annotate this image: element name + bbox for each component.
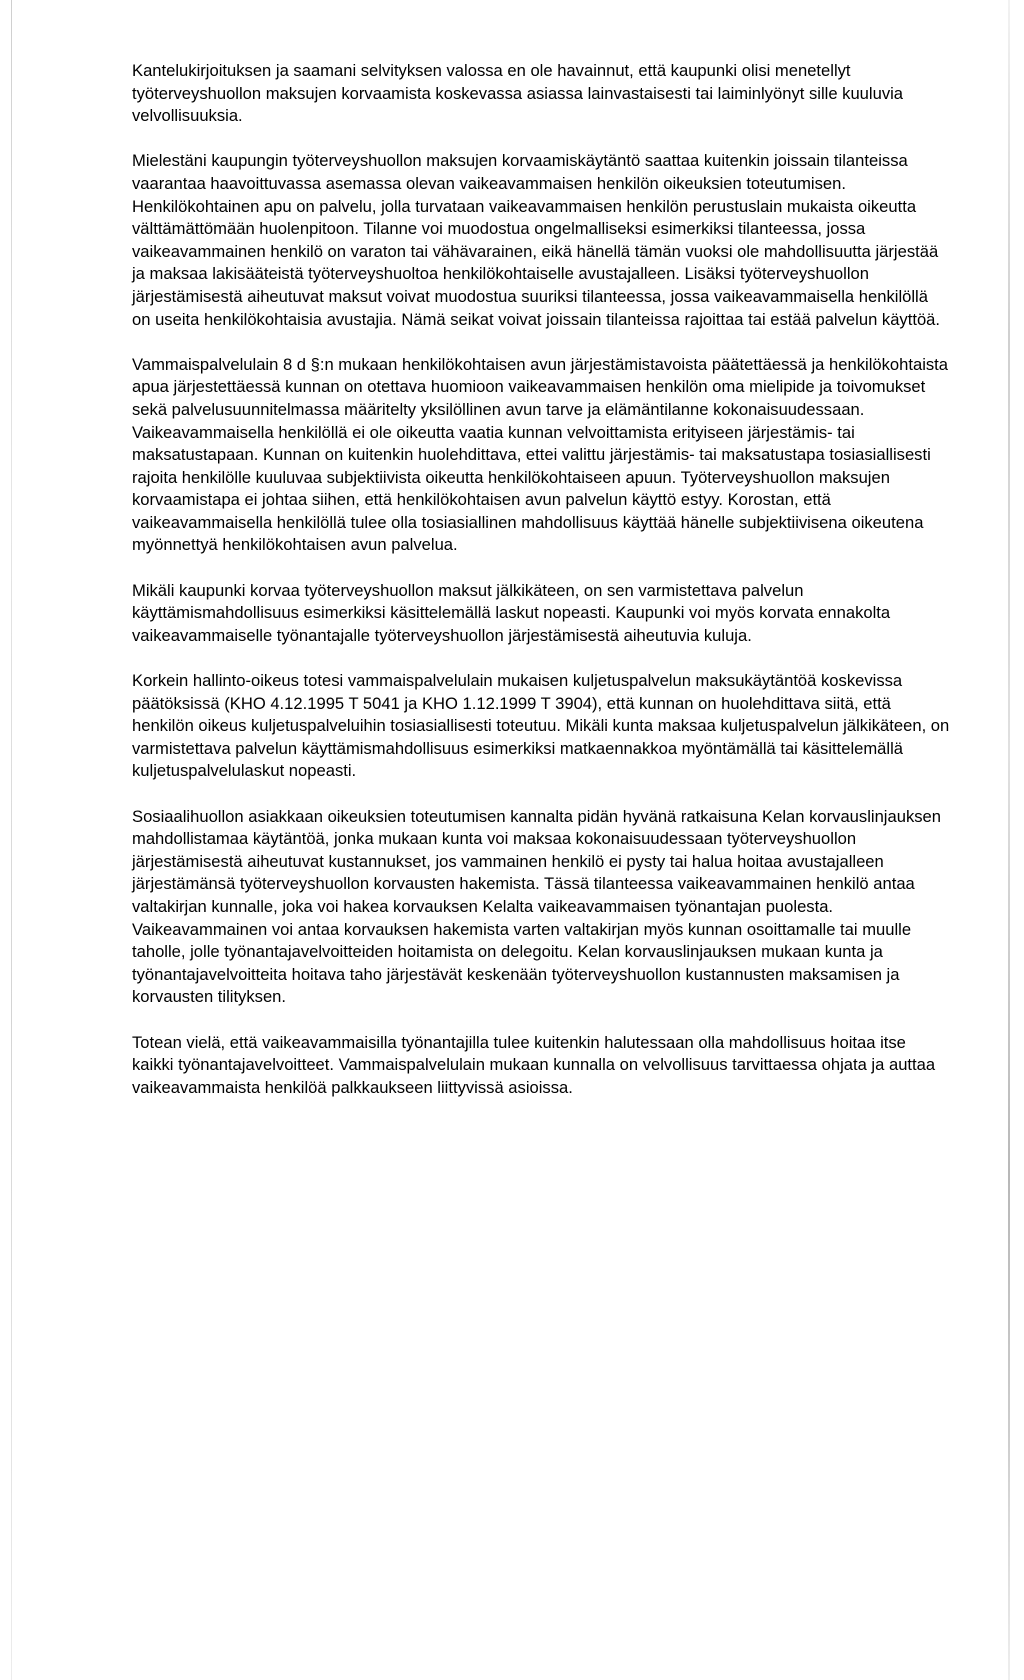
scan-right-edge — [1008, 0, 1010, 1680]
paragraph-complaint-conclusion: Kantelukirjoituksen ja saamani selvityksen valossa en ole havainnut, että kaupunki olisi menetellyt työterveyshuollon maksujen korvaamista koskevassa asiassa lainvastaisesti tai laiminlyönyt sille kuuluvia velvollisuuksia. — [132, 61, 904, 126]
paragraph-final-note: Totean vielä, että vaikeavammaisilla työnantajilla tulee kuitenkin halutessaan olla mahdollisuus hoitaa itse kaikki työnantajavelvoitteet. Vammaispalvelulain mukaan kunnalla on velvollisuus tarvittaessa ohjata ja auttaa vaikeavammaista henkilöä palkkaukseen liittyvissä asioissa. — [132, 1032, 936, 1097]
paragraph-disability-services-act: Vammaispalvelulain 8 d §:n mukaan henkilökohtaisen avun järjestämistavoista päätettäessä ja henkilökohtaista apua järjestettäessä kunnan on otettava huomioon vaikeavammaisen henkilön oma mielipide ja toivomukset sekä palvelusuunnitelmassa määritelty yksilöllinen avun tarve ja elämäntilanne kokonaisuudessaan. Vaikeavammaisella henkilöllä ei ole oikeutta vaatia kunnan velvoittamista erityiseen järjestämis- tai maksatustapaan. Kunnan on kuitenkin huolehdittava, ettei valittu järjestämis- tai maksatustapa tosiasiallisesti rajoita henkilölle kuuluvaa subjektiivista oikeutta henkilökohtaiseen apuun. Työterveyshuollon maksujen korvaamistapa ei johtaa siihen, että henkilökohtaisen avun palvelun käyttö estyy. Korostan, että vaikeavammaisella henkilöllä tulee olla tosiasiallinen mahdollisuus käyttää hänelle subjektiivisena oikeutena myönnettyä henkilökohtaisen avun palvelua. — [132, 354, 949, 555]
paragraph-reimbursement-practice: Mielestäni kaupungin työterveyshuollon maksujen korvaamiskäytäntö saattaa kuitenkin joissain tilanteissa vaarantaa haavoittuvassa asemassa olevan vaikeavammaisen henkilön oikeuksien toteutumisen. Henkilökohtainen apu on palvelu, jolla turvataan vaikeavammaisen henkilön perustuslain mukaista oikeutta välttämättömään huolenpitoon. Tilanne voi muodostua ongelmalliseksi esimerkiksi tilanteessa, jossa vaikeavammainen henkilö on varaton tai vähävarainen, eikä hänellä tämän vuoksi ole mahdollisuutta järjestää ja maksaa lakisääteistä työterveyshuoltoa henkilökohtaiselle avustajalleen. Lisäksi työterveyshuollon järjestämisestä aiheutuvat maksut voivat muodostua suuriksi tilanteessa, jossa vaikeavammaisella henkilöllä on useita henkilökohtaisia avustajia. Nämä seikat voivat joissain tilanteissa rajoittaa tai estää palvelun käyttöä. — [132, 151, 941, 329]
scan-left-edge — [11, 0, 12, 1680]
document-body — [132, 60, 950, 1122]
paragraph-supreme-administrative-court: Korkein hallinto-oikeus totesi vammaispalvelulain mukaisen kuljetuspalvelun maksukäytäntöä koskevissa päätöksissä (KHO 4.12.1995 T 5041 ja KHO 1.12.1999 T 3904), että kunnan on huolehdittava siitä, että henkilön oikeus kuljetuspalveluihin tosiasiallisesti toteutuu. Mikäli kunta maksaa kuljetuspalvelun jälkikäteen, on varmistettava palvelun käyttämismahdollisuus esimerkiksi matkaennakkoa myöntämällä tai käsittelemällä kuljetuspalvelulaskut nopeasti. — [132, 671, 950, 781]
paragraph-kela-compensation: Sosiaalihuollon asiakkaan oikeuksien toteutumisen kannalta pidän hyvänä ratkaisuna Kelan korvauslinjauksen mahdollistamaa käytäntöä, jonka mukaan kunta voi maksaa kokonaisuudessaan työterveyshuollon järjestämisestä aiheutuvat kustannukset, jos vammainen henkilö ei pysty tai halua hoitaa avustajalleen järjestämänsä työterveyshuollon korvausten hakemista. Tässä tilanteessa vaikeavammainen henkilö antaa valtakirjan kunnalle, joka voi hakea korvauksen Kelalta vaikeavammaisen työnantajan puolesta. Vaikeavammainen voi antaa korvauksen hakemista varten valtakirjan myös kunnan osoittamalle tai muulle taholle, jolle työnantajavelvoitteiden hoitamista on delegoitu. Kelan korvauslinjauksen mukaan kunta ja työnantajavelvoitteita hoitava taho järjestävät keskenään työterveyshuollon kustannusten maksamisen ja korvausten tilityksen. — [132, 806, 942, 1007]
paragraph-retroactive-reimbursement: Mikäli kaupunki korvaa työterveyshuollon maksut jälkikäteen, on sen varmistettava palvelun käyttämismahdollisuus esimerkiksi käsittelemällä laskut nopeasti. Kaupunki voi myös korvata ennakolta vaikeavammaiselle työnantajalle työterveyshuollon järjestämisestä aiheutuvia kuluja. — [132, 580, 891, 645]
